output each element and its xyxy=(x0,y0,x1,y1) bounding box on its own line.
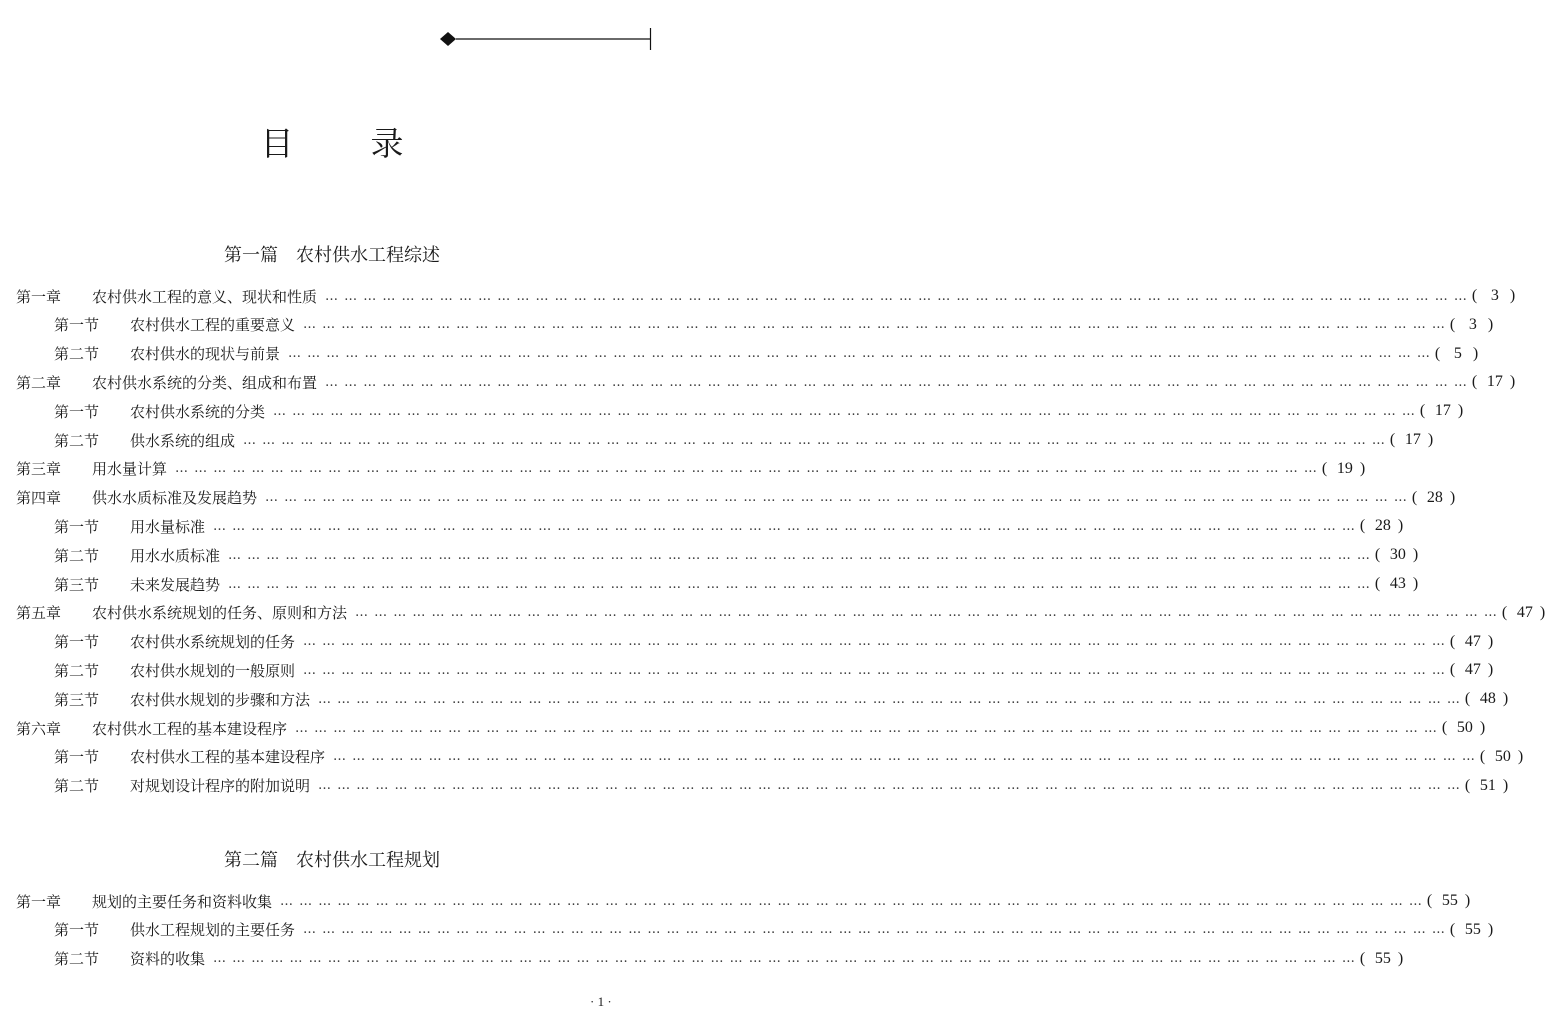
toc-label: 第一节 xyxy=(54,517,100,536)
toc-leader: … … … … … … … … … … … … … … … … … … … … … … … … … … … … … … … … … … … … … … … … … … … … … … … … … … … … … … … … … … … … xyxy=(288,346,1431,362)
toc-label: 第五章 xyxy=(16,604,62,623)
toc-section-row xyxy=(0,512,1404,540)
toc-page-number: 47 xyxy=(1464,632,1481,650)
toc-chapter-row xyxy=(0,714,1486,742)
toc-label: 第三章 xyxy=(16,460,62,479)
page-number: · 1 · xyxy=(590,994,612,1009)
toc-label: 第三节 xyxy=(54,690,100,709)
toc-section-row xyxy=(0,628,1494,656)
toc-page: ( 50 ) xyxy=(1441,719,1486,736)
toc-page-number: 47 xyxy=(1464,661,1481,679)
toc-page-number: 3 xyxy=(1468,315,1477,333)
toc-label: 第六章 xyxy=(16,719,62,738)
toc-label: 第一节 xyxy=(54,921,100,940)
toc-section-row xyxy=(0,772,1509,800)
toc-leader: … … … … … … … … … … … … … … … … … … … … … … … … … … … … … … … … … … … … … … … … … … … … … … … … … … … … … … … … … … … … xyxy=(303,634,1446,650)
toc-page-number: 19 xyxy=(1336,459,1353,477)
toc-title: 规划的主要任务和资料收集 xyxy=(92,892,273,911)
toc-leader: … … … … … … … … … … … … … … … … … … … … … … … … … … … … … … … … … … … … … … … … … … … … … … … … … … … … … … … … … … … … xyxy=(265,490,1408,506)
toc-leader: … … … … … … … … … … … … … … … … … … … … … … … … … … … … … … … … … … … … … … … … … … … … … … … … … … … … … … … … … … … … xyxy=(333,749,1476,765)
toc-page: ( 17 ) xyxy=(1419,402,1464,420)
toc-page-number: 55 xyxy=(1441,892,1458,909)
toc-title: 农村供水规划的步骤和方法 xyxy=(130,690,311,709)
toc-chapter-row xyxy=(0,484,1456,512)
toc-page: ( 30 ) xyxy=(1374,546,1419,564)
toc-title: 供水工程规划的主要任务 xyxy=(130,921,296,940)
toc-page-number: 17 xyxy=(1434,402,1451,420)
toc-leader: … … … … … … … … … … … … … … … … … … … … … … … … … … … … … … … … … … … … … … … … … … … … … … … … … … … … … … … … … … … … xyxy=(213,518,1356,534)
diamond-icon xyxy=(440,32,456,46)
toc-section-row xyxy=(0,570,1419,598)
header-ornament xyxy=(440,28,652,50)
toc-section-row xyxy=(0,743,1524,771)
toc-chapter-row xyxy=(0,887,1471,915)
toc-label: 第一节 xyxy=(54,316,100,335)
toc-page: ( 28 ) xyxy=(1359,517,1404,535)
toc-label: 第一章 xyxy=(16,892,62,911)
toc-page: ( 17 ) xyxy=(1471,373,1516,391)
toc-page-number: 43 xyxy=(1389,575,1406,592)
toc-section-row xyxy=(0,397,1464,425)
toc-page: ( 17 ) xyxy=(1389,431,1434,448)
toc-page: ( 48 ) xyxy=(1464,690,1509,708)
toc-section-row xyxy=(0,916,1494,944)
toc-leader: … … … … … … … … … … … … … … … … … … … … … … … … … … … … … … … … … … … … … … … … … … … … … … … … … … … … … … … … … … … … xyxy=(175,461,1318,477)
toc-leader: … … … … … … … … … … … … … … … … … … … … … … … … … … … … … … … … … … … … … … … … … … … … … … … … … … … … … … … … … … … … xyxy=(303,922,1446,938)
toc-leader: … … … … … … … … … … … … … … … … … … … … … … … … … … … … … … … … … … … … … … … … … … … … … … … … … … … … … … … … … … … … xyxy=(295,720,1438,736)
toc-section-row xyxy=(0,945,1404,973)
toc-chapter-row xyxy=(0,599,1546,627)
toc-label: 第二节 xyxy=(54,661,100,680)
toc-page: ( 47 ) xyxy=(1449,632,1494,650)
toc-page: ( 55 ) xyxy=(1359,949,1404,967)
toc-leader: … … … … … … … … … … … … … … … … … … … … … … … … … … … … … … … … … … … … … … … … … … … … … … … … … … … … … … … … … … … … xyxy=(318,691,1461,707)
toc-page: ( 28 ) xyxy=(1411,488,1456,506)
toc-page: ( 19 ) xyxy=(1321,459,1366,477)
toc-title: 农村供水系统规划的任务、原则和方法 xyxy=(92,604,348,623)
toc-page: ( 47 ) xyxy=(1501,603,1546,621)
toc-page: ( 55 ) xyxy=(1449,920,1494,938)
toc-page: ( 3 ) xyxy=(1471,287,1516,304)
toc-leader: … … … … … … … … … … … … … … … … … … … … … … … … … … … … … … … … … … … … … … … … … … … … … … … … … … … … … … … … … … … … xyxy=(228,576,1371,592)
toc-chapter-row xyxy=(0,368,1516,396)
toc-page-number: 3 xyxy=(1490,287,1499,304)
toc-leader: … … … … … … … … … … … … … … … … … … … … … … … … … … … … … … … … … … … … … … … … … … … … … … … … … … … … … … … … … … … … xyxy=(325,374,1468,390)
toc-title: 用水量计算 xyxy=(92,460,168,479)
toc-label: 第一节 xyxy=(54,633,100,652)
toc-leader: … … … … … … … … … … … … … … … … … … … … … … … … … … … … … … … … … … … … … … … … … … … … … … … … … … … … … … … … … … … … xyxy=(243,432,1386,448)
toc-leader: … … … … … … … … … … … … … … … … … … … … … … … … … … … … … … … … … … … … … … … … … … … … … … … … … … … … … … … … … … … … xyxy=(228,547,1371,563)
toc-section-row xyxy=(0,656,1494,684)
toc-page-number: 55 xyxy=(1464,920,1481,938)
toc-leader: … … … … … … … … … … … … … … … … … … … … … … … … … … … … … … … … … … … … … … … … … … … … … … … … … … … … … … … … … … … … xyxy=(303,662,1446,678)
toc-leader: … … … … … … … … … … … … … … … … … … … … … … … … … … … … … … … … … … … … … … … … … … … … … … … … … … … … … … … … … … … … xyxy=(325,288,1468,304)
toc-title: 资料的收集 xyxy=(130,950,206,969)
toc-section-row xyxy=(0,426,1434,454)
toc-title: 农村供水工程的基本建设程序 xyxy=(92,719,288,738)
toc-section-row xyxy=(0,685,1509,713)
toc-section-row xyxy=(0,541,1419,569)
toc-title: 供水水质标准及发展趋势 xyxy=(92,489,258,508)
toc-page-number: 28 xyxy=(1374,517,1391,535)
toc-title: 对规划设计程序的附加说明 xyxy=(130,777,311,796)
toc-chapter-row xyxy=(0,282,1516,310)
toc-label: 第二节 xyxy=(54,431,100,450)
toc-page: ( 50 ) xyxy=(1479,747,1524,765)
toc-title: 未来发展趋势 xyxy=(130,575,221,594)
toc-title: 供水系统的组成 xyxy=(130,431,236,450)
toc-page-number: 48 xyxy=(1479,690,1496,708)
toc-title: 农村供水工程的重要意义 xyxy=(130,316,296,335)
toc-leader: … … … … … … … … … … … … … … … … … … … … … … … … … … … … … … … … … … … … … … … … … … … … … … … … … … … … … … … … … … … … xyxy=(355,605,1498,621)
toc-page-number: 17 xyxy=(1486,373,1503,391)
toc-label: 第二章 xyxy=(16,373,62,392)
toc-title: 农村供水工程的意义、现状和性质 xyxy=(92,287,318,306)
toc-page-number: 51 xyxy=(1479,776,1496,794)
toc-label: 第三节 xyxy=(54,575,100,594)
toc-title: 农村供水系统的分类、组成和布置 xyxy=(92,373,318,392)
toc-label: 第四章 xyxy=(16,489,62,508)
toc-title: 用水水质标准 xyxy=(130,546,221,565)
toc-page-number: 30 xyxy=(1389,546,1406,564)
toc-title: 农村供水规划的一般原则 xyxy=(130,661,296,680)
toc-label: 第二节 xyxy=(54,777,100,796)
page-title: 目 录 xyxy=(260,124,426,163)
toc-leader: … … … … … … … … … … … … … … … … … … … … … … … … … … … … … … … … … … … … … … … … … … … … … … … … … … … … … … … … … … … … xyxy=(303,317,1446,333)
toc-page-number: 28 xyxy=(1426,488,1443,506)
toc-page-number: 47 xyxy=(1516,603,1533,621)
toc-page: ( 51 ) xyxy=(1464,776,1509,794)
toc-leader: … … … … … … … … … … … … … … … … … … … … … … … … … … … … … … … … … … … … … … … … … … … … … … … … … … … … … … … … … … … … xyxy=(280,893,1423,909)
toc-page: ( 5 ) xyxy=(1434,344,1479,362)
toc-title: 用水量标准 xyxy=(130,517,206,536)
toc-page-number: 55 xyxy=(1374,949,1391,967)
toc-leader: … … … … … … … … … … … … … … … … … … … … … … … … … … … … … … … … … … … … … … … … … … … … … … … … … … … … … … … … … … … … xyxy=(273,403,1416,419)
toc-label: 第二节 xyxy=(54,950,100,969)
toc-label: 第一节 xyxy=(54,748,100,767)
toc-page: ( 55 ) xyxy=(1426,892,1471,909)
toc-chapter-row xyxy=(0,455,1366,483)
toc-page: ( 47 ) xyxy=(1449,661,1494,679)
part-heading: 第一篇 农村供水工程综述 xyxy=(224,245,440,266)
toc-leader: … … … … … … … … … … … … … … … … … … … … … … … … … … … … … … … … … … … … … … … … … … … … … … … … … … … … … … … … … … … … xyxy=(318,778,1461,794)
toc-page-number: 17 xyxy=(1404,431,1421,448)
toc-page-number: 50 xyxy=(1456,719,1473,736)
toc-section-row xyxy=(0,340,1479,368)
toc-label: 第一章 xyxy=(16,287,62,306)
toc-title: 农村供水工程的基本建设程序 xyxy=(130,748,326,767)
toc-title: 农村供水系统规划的任务 xyxy=(130,633,296,652)
toc-page: ( 43 ) xyxy=(1374,575,1419,592)
toc-label: 第一节 xyxy=(54,402,100,421)
toc-label: 第二节 xyxy=(54,345,100,364)
toc-title: 农村供水系统的分类 xyxy=(130,402,266,421)
toc-title: 农村供水的现状与前景 xyxy=(130,345,281,364)
part-heading: 第二篇 农村供水工程规划 xyxy=(224,850,440,871)
toc-section-row xyxy=(0,311,1494,339)
toc-leader: … … … … … … … … … … … … … … … … … … … … … … … … … … … … … … … … … … … … … … … … … … … … … … … … … … … … … … … … … … … … xyxy=(213,951,1356,967)
toc-page: ( 3 ) xyxy=(1449,315,1494,333)
toc-label: 第二节 xyxy=(54,546,100,565)
toc-page-number: 5 xyxy=(1453,344,1462,362)
toc-page-number: 50 xyxy=(1494,747,1511,765)
